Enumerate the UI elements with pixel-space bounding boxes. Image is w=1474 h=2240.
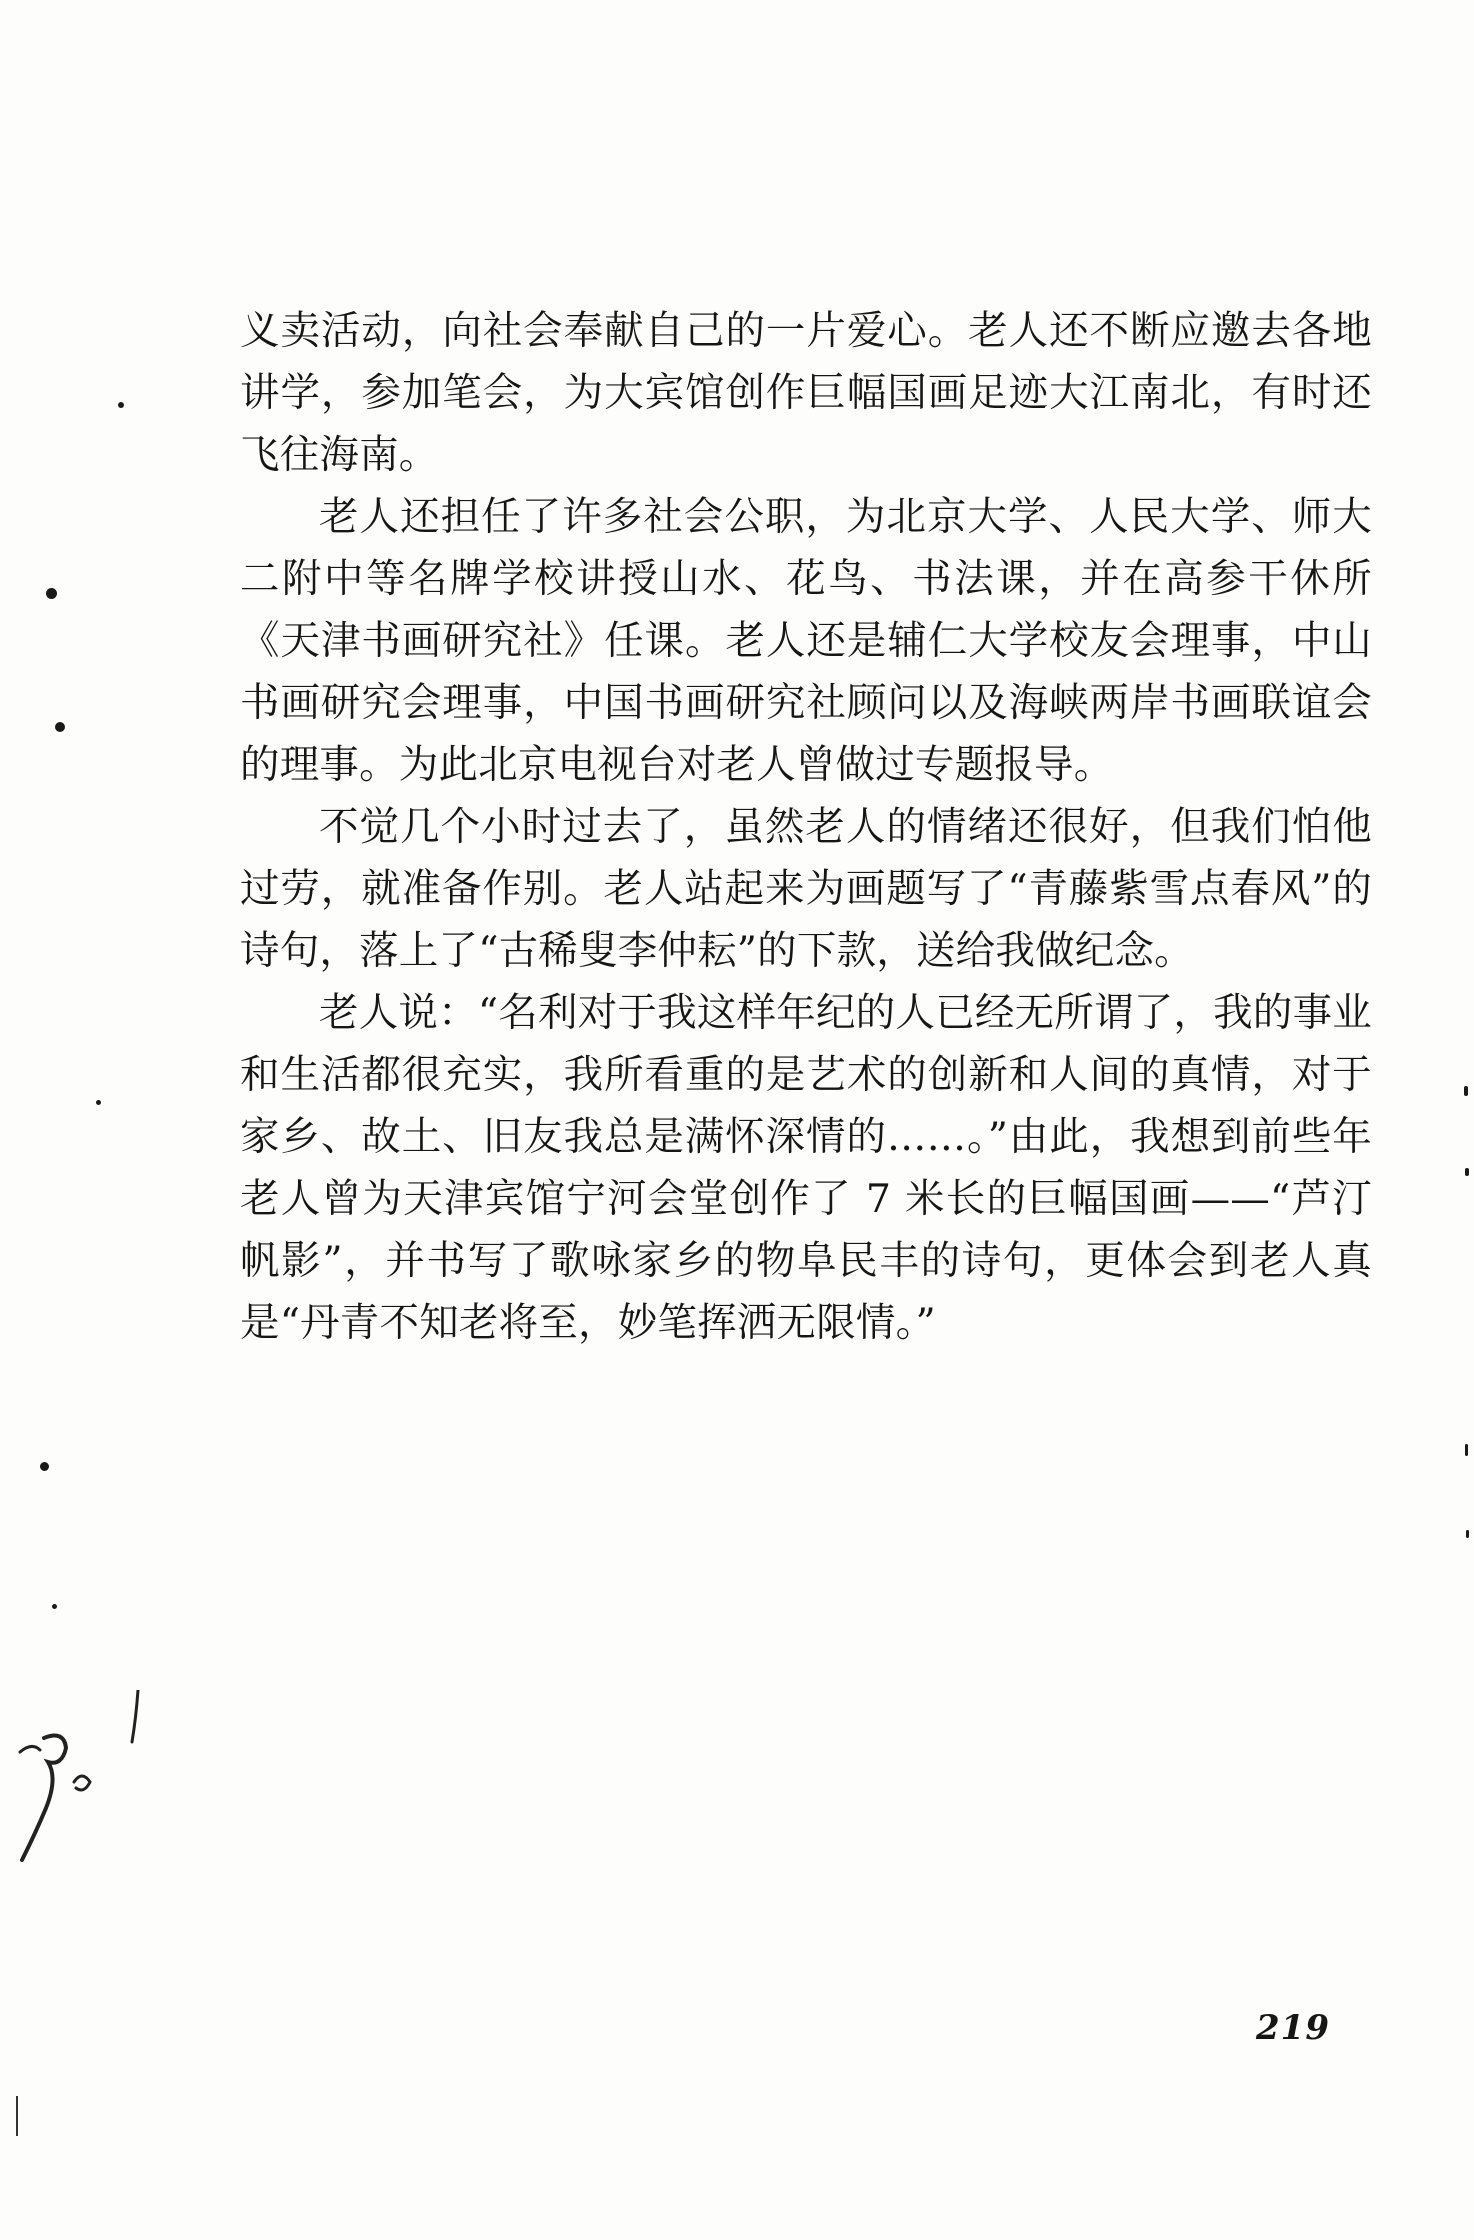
scan-speck [52, 1604, 57, 1609]
handwritten-mark [0, 1690, 170, 1890]
paragraph-2: 老人还担任了许多社会公职，为北京大学、人民大学、师大二附中等名牌学校讲授山水、花鸟、书法课，并在高参干休所《天津书画研究社》任课。老人还是辅仁大学校友会理事，中山书画研究会理事，中国书画研究社顾问以及海峡两岸书画联谊会的理事。为此北京电视台对老人曾做过专题报导。 [240, 494, 1372, 788]
scan-speck [1465, 1168, 1469, 1176]
scan-speck [118, 402, 124, 408]
scan-speck [96, 1100, 101, 1105]
scan-edge-line [16, 2096, 18, 2136]
scan-speck [40, 1462, 49, 1471]
paragraph-3: 不觉几个小时过去了，虽然老人的情绪还很好，但我们怕他过劳，就准备作别。老人站起来为画题写了“青藤紫雪点春风”的诗句，落上了“古稀叟李仲耘”的下款，送给我做纪念。 [240, 804, 1372, 974]
body-text [240, 300, 1372, 1354]
page-number: 219 [1256, 2008, 1330, 2048]
scan-speck [1466, 1530, 1469, 1538]
scan-speck [1465, 1444, 1468, 1456]
paragraph-4: 老人说：“名利对于我这样年纪的人已经无所谓了，我的事业和生活都很充实，我所看重的是艺术的创新和人间的真情，对于家乡、故土、旧友我总是满怀深情的……。”由此，我想到前些年老人曾为天津宾馆宁河会堂创作了 7 米长的巨幅国画——“芦汀帆影”，并书写了歌咏家乡的物阜民丰的诗句，更体会到老人真是“丹青不知老将至，妙笔挥洒无限情。” [240, 990, 1372, 1346]
scan-speck [1464, 1086, 1468, 1096]
scan-speck [46, 588, 57, 599]
paragraph-1: 义卖活动，向社会奉献自己的一片爱心。老人还不断应邀去各地讲学，参加笔会，为大宾馆创作巨幅国画足迹大江南北，有时还飞往海南。 [240, 308, 1372, 478]
scan-speck [55, 722, 65, 732]
